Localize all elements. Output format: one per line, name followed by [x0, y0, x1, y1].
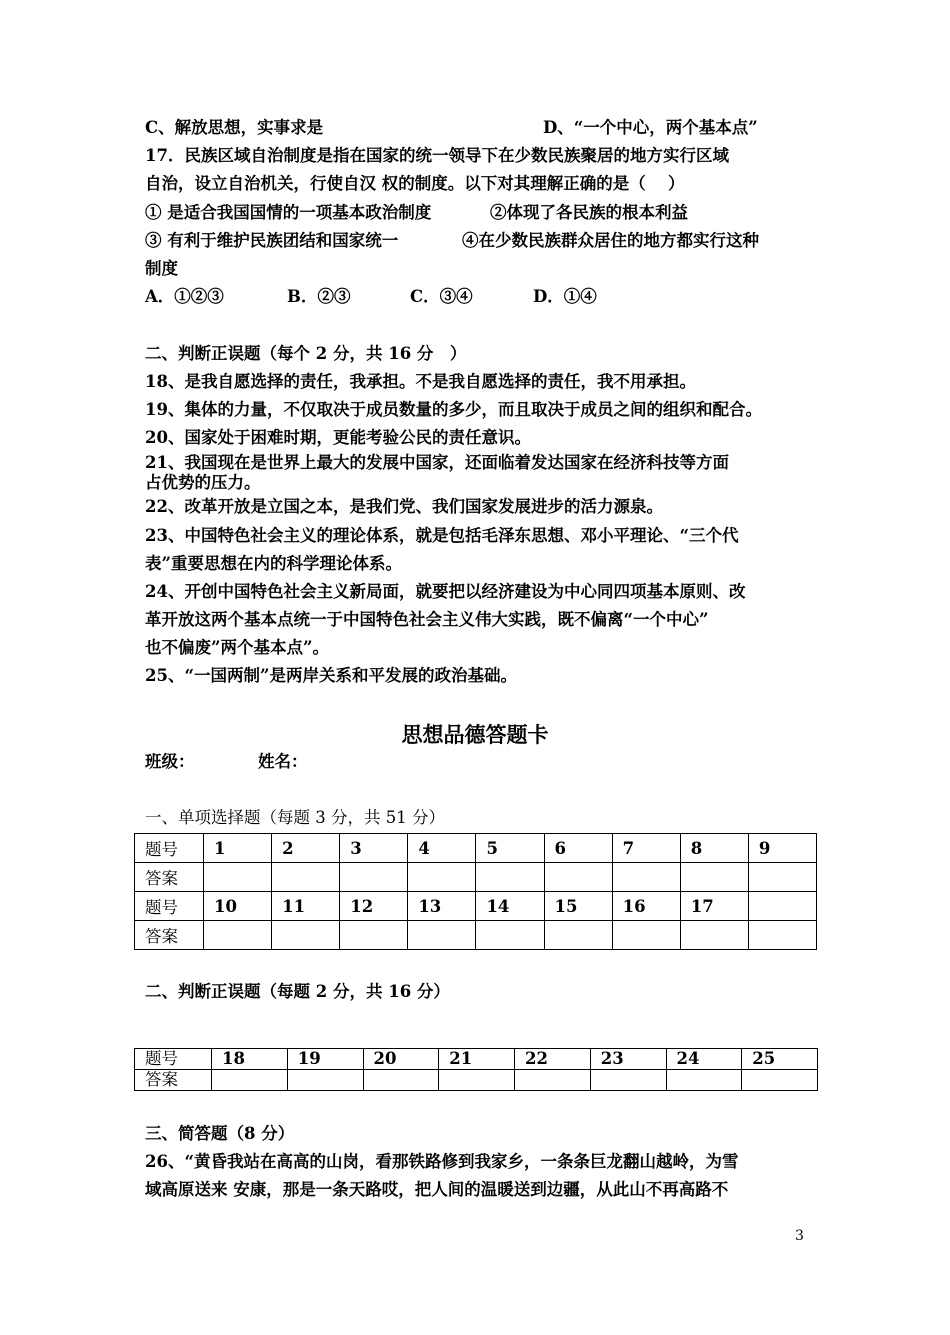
answer-cell[interactable] [408, 863, 476, 892]
answer-card-title: 思想品德答题卡 [401, 722, 549, 747]
class-label: 班级： [145, 752, 195, 771]
q17-option-a: A．①②③ [145, 287, 224, 306]
answer-cell[interactable] [363, 1070, 439, 1091]
question-number: 6 [544, 834, 612, 863]
q17-option-d: D．①④ [533, 287, 597, 306]
answer-cell[interactable] [742, 1070, 818, 1091]
question-number: 23 [590, 1049, 666, 1070]
question-number: 20 [363, 1049, 439, 1070]
q17-statement-4: ④在少数民族群众居住的地方都实行这种 [462, 231, 759, 250]
judge-q19: 19、集体的力量，不仅取决于成员数量的多少，而且取决于成员之间的组织和配合。 [145, 400, 762, 419]
judge-q24-line3: 也不偏废”两个基本点”。 [145, 638, 329, 657]
answer-cell[interactable] [748, 921, 816, 950]
question-number: 7 [612, 834, 680, 863]
question-number: 12 [340, 892, 408, 921]
answer-cell[interactable] [204, 921, 272, 950]
question-number: 25 [742, 1049, 818, 1070]
question-number: 24 [666, 1049, 742, 1070]
answer-cell[interactable] [340, 863, 408, 892]
question-number: 8 [680, 834, 748, 863]
answer-cell[interactable] [204, 863, 272, 892]
judge-q21-line1: 21、我国现在是世界上最大的发展中国家，还面临着发达国家在经济科技等方面 [145, 453, 729, 472]
question-number: 14 [476, 892, 544, 921]
question-number: 15 [544, 892, 612, 921]
table-row [135, 1070, 818, 1091]
answer-cell[interactable] [680, 921, 748, 950]
answer-cell[interactable] [515, 1070, 591, 1091]
answer-cell[interactable] [544, 921, 612, 950]
answer-cell[interactable] [544, 863, 612, 892]
question-number: 11 [272, 892, 340, 921]
question-number: 17 [680, 892, 748, 921]
question-number: 13 [408, 892, 476, 921]
judge-q21-line2: 占优势的压力。 [145, 473, 261, 492]
answer-cell[interactable] [666, 1070, 742, 1091]
answer-label: 答案 [135, 1070, 212, 1091]
answer-label: 答案 [135, 921, 204, 950]
section1-heading: 一、单项选择题（每题 3 分，共 51 分） [145, 808, 445, 827]
answer-cell[interactable] [612, 863, 680, 892]
answer-cell[interactable] [476, 863, 544, 892]
judge-q25: 25、“一国两制”是两岸关系和平发展的政治基础。 [145, 666, 517, 685]
judge-q22: 22、改革开放是立国之本，是我们党、我们国家发展进步的活力源泉。 [145, 497, 663, 516]
answer-cell[interactable] [439, 1070, 515, 1091]
question-number: 10 [204, 892, 272, 921]
answer-cell[interactable] [287, 1070, 363, 1091]
question-number: 18 [212, 1049, 288, 1070]
choice-answer-table [134, 833, 817, 950]
q17-line1: 17．民族区域自治制度是指在国家的统一领导下在少数民族聚居的地方实行区域 [145, 146, 729, 165]
question-number: 21 [439, 1049, 515, 1070]
question-number: 5 [476, 834, 544, 863]
table-row [135, 1049, 818, 1070]
section3-heading: 三、简答题（8 分） [145, 1124, 295, 1143]
q17-option-b: B．②③ [287, 287, 351, 306]
number-label: 题号 [135, 834, 204, 863]
question-number: 4 [408, 834, 476, 863]
section2-heading: 二、判断正误题（每题 2 分，共 16 分） [145, 982, 450, 1001]
q26-line2: 域高原送来 安康，那是一条天路哎，把人间的温暖送到边疆，从此山不再高路不 [145, 1180, 729, 1199]
table-row [135, 834, 817, 863]
judge-q18: 18、是我自愿选择的责任，我承担。不是我自愿选择的责任，我不用承担。 [145, 372, 696, 391]
q17-option-c: C．③④ [410, 287, 473, 306]
question-number: 19 [287, 1049, 363, 1070]
answer-label: 答案 [135, 863, 204, 892]
table-row [135, 921, 817, 950]
q17-statement-3: ③ 有利于维护民族团结和国家统一 [145, 231, 399, 250]
answer-cell[interactable] [748, 863, 816, 892]
judge-q24-line1: 24、开创中国特色社会主义新局面，就要把以经济建设为中心同四项基本原则、改 [145, 582, 746, 601]
question-number: 1 [204, 834, 272, 863]
q17-line5: 制度 [145, 259, 178, 278]
question-number: 22 [515, 1049, 591, 1070]
answer-cell[interactable] [272, 863, 340, 892]
judge-q24-line2: 革开放这两个基本点统一于中国特色社会主义伟大实践，既不偏离“一个中心” [145, 610, 709, 629]
question-number: 2 [272, 834, 340, 863]
number-label: 题号 [135, 892, 204, 921]
judge-answer-table [134, 1048, 818, 1091]
judge-q20: 20、国家处于困难时期，更能考验公民的责任意识。 [145, 428, 531, 447]
number-label: 题号 [135, 1049, 212, 1070]
judge-heading: 二、判断正误题（每个 2 分，共 16 分 ） [145, 344, 467, 363]
question-number: 16 [612, 892, 680, 921]
q16-option-c: C、解放思想，实事求是 [145, 118, 324, 137]
answer-cell[interactable] [212, 1070, 288, 1091]
name-label: 姓名： [258, 752, 308, 771]
judge-q23-line1: 23、中国特色社会主义的理论体系，就是包括毛泽东思想、邓小平理论、“三个代 [145, 526, 739, 545]
answer-cell[interactable] [408, 921, 476, 950]
question-number: 9 [748, 834, 816, 863]
answer-cell[interactable] [272, 921, 340, 950]
question-number: 3 [340, 834, 408, 863]
answer-cell[interactable] [590, 1070, 666, 1091]
answer-cell[interactable] [612, 921, 680, 950]
q17-statement-1: ① 是适合我国国情的一项基本政治制度 [145, 203, 432, 222]
q26-line1: 26、“黄昏我站在高高的山岗，看那铁路修到我家乡，一条条巨龙翻山越岭，为雪 [145, 1152, 739, 1171]
page-number: 3 [795, 1228, 804, 1244]
answer-cell[interactable] [340, 921, 408, 950]
question-number [748, 892, 816, 921]
q17-line2: 自治，设立自治机关，行使自汉 权的制度。以下对其理解正确的是（ ） [145, 174, 685, 193]
answer-cell[interactable] [476, 921, 544, 950]
q17-statement-2: ②体现了各民族的根本利益 [490, 203, 688, 222]
answer-cell[interactable] [680, 863, 748, 892]
judge-q23-line2: 表”重要思想在内的科学理论体系。 [145, 554, 402, 573]
table-row [135, 892, 817, 921]
table-row [135, 863, 817, 892]
q16-option-d: D、“一个中心，两个基本点” [543, 118, 758, 137]
